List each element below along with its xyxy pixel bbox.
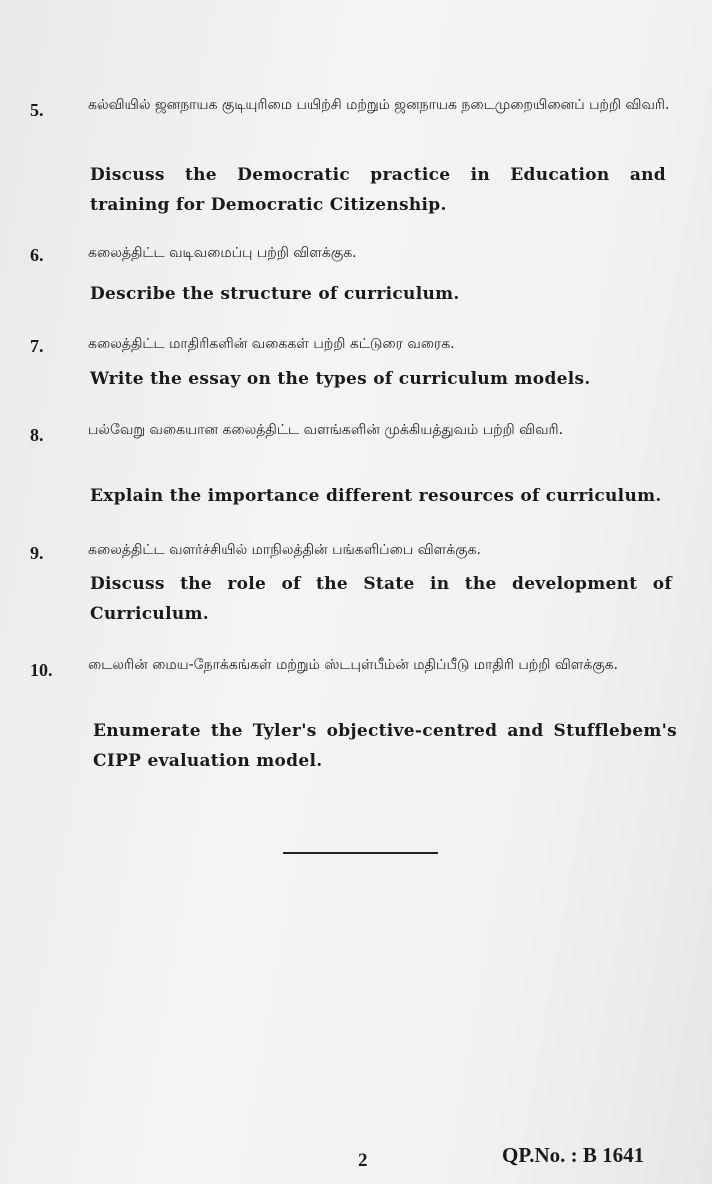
question-english: Write the essay on the types of curriculum models. (90, 369, 591, 389)
question-number: 7. (30, 336, 44, 356)
question-tamil: பல்வேறு வகையான கலைத்திட்ட வளங்களின் முக்கியத்துவம் பற்றி விவரி. (88, 422, 564, 438)
question-english: Discuss the Democratic practice in Education and training for Democratic Citizenship. (90, 165, 666, 215)
question-english: Discuss the role of the State in the development of Curriculum. (90, 574, 672, 624)
question-number: 6. (30, 245, 44, 265)
question-english: Enumerate the Tyler's objective-centred and Stufflebem's CIPP evaluation model. (93, 721, 677, 771)
question-number: 5. (30, 100, 44, 120)
question-tamil: டைலரின் மைய-நோக்கங்கள் மற்றும் ஸ்டபுள்பீம்ன் மதிப்பீடு மாதிரி பற்றி விளக்குக. (88, 657, 619, 673)
question-number: 8. (30, 425, 44, 445)
qp-number: QP.No. : B 1641 (502, 1143, 645, 1167)
question-tamil: கல்வியில் ஜனநாயக குடியுரிமை பயிற்சி மற்றும் ஜனநாயக நடைமுறையினைப் பற்றி விவரி. (88, 97, 670, 113)
page-number: 2 (358, 1150, 368, 1171)
question-number: 10. (30, 660, 53, 680)
question-number: 9. (30, 543, 44, 563)
question-tamil: கலைத்திட்ட வடிவமைப்பு பற்றி விளக்குக. (88, 245, 357, 261)
end-divider (283, 852, 438, 854)
question-tamil: கலைத்திட்ட வளர்ச்சியில் மாநிலத்தின் பங்களிப்பை விளக்குக. (88, 542, 481, 558)
question-english: Describe the structure of curriculum. (90, 284, 460, 304)
question-english: Explain the importance different resources of curriculum. (90, 486, 662, 506)
question-tamil: கலைத்திட்ட மாதிரிகளின் வகைகள் பற்றி கட்டுரை வரைக. (88, 336, 455, 352)
